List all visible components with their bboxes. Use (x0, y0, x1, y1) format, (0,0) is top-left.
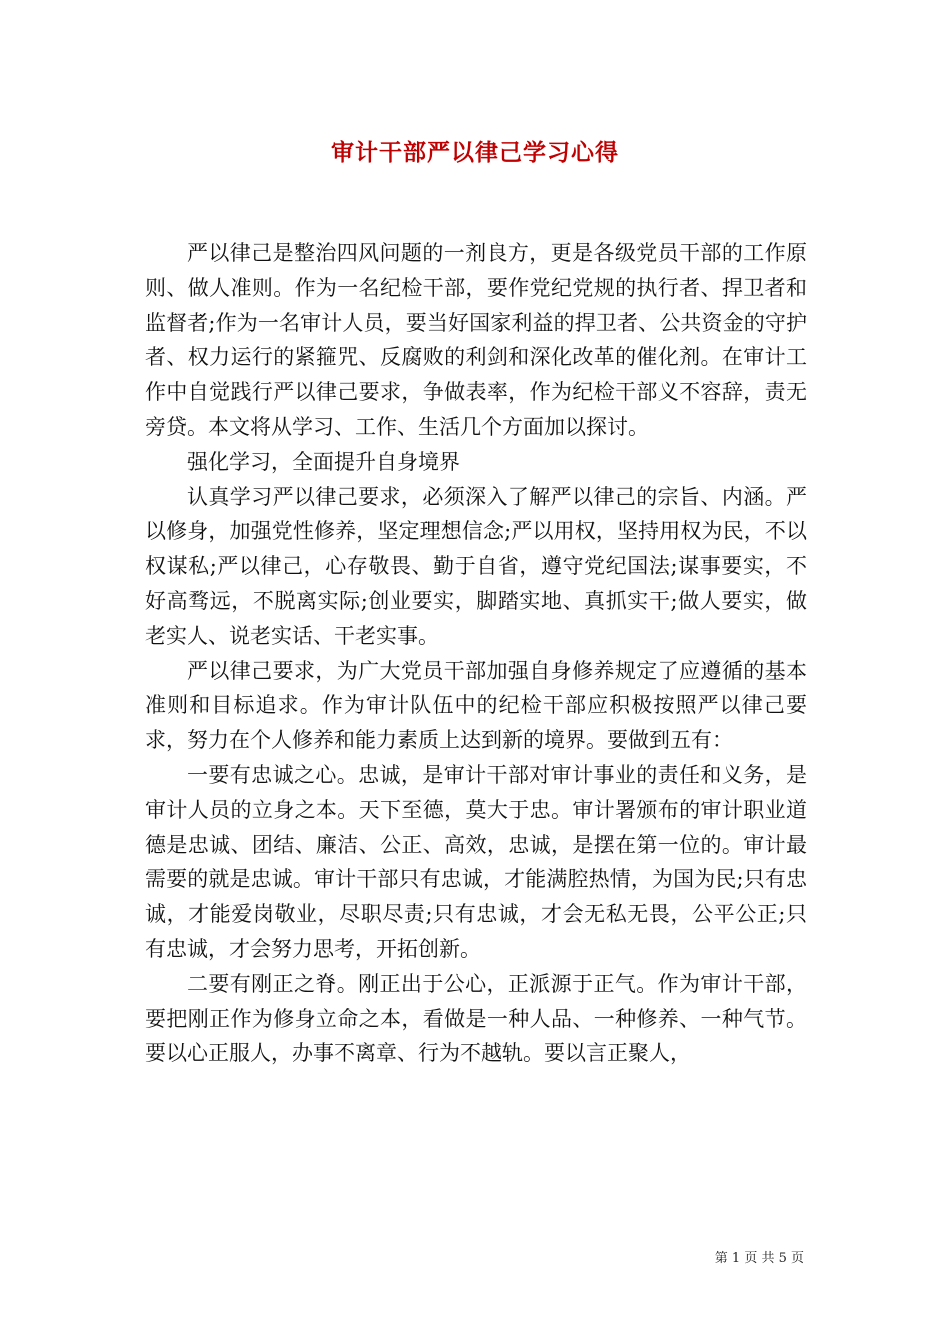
section-heading: 强化学习，全面提升自身境界 (187, 449, 460, 474)
paragraph: 二要有刚正之脊。刚正出于公心，正派源于正气。作为审计干部，要把刚正作为修身立命之本，看做是一种人品、一种修养、一种气节。要以心正服人，办事不离章、行为不越轨。要以言正聚人， (145, 971, 807, 1066)
paragraph: 认真学习严以律己要求，必须深入了解严以律己的宗旨、内涵。严以修身，加强党性修养，坚定理想信念;严以用权，坚持用权为民，不以权谋私;严以律己，心存敬畏、勤于自省，遵守党纪国法;谋事要实，不好高骛远，不脱离实际;创业要实，脚踏实地、真抓实干;做人要实，做老实人、说老实话、干老实事。 (145, 484, 807, 648)
page-number: 第 1 页 共 5 页 (714, 1251, 804, 1266)
paragraph: 严以律己要求，为广大党员干部加强自身修养规定了应遵循的基本准则和目标追求。作为审计队伍中的纪检干部应积极按照严以律己要求，努力在个人修养和能力素质上达到新的境界。要做到五有： (145, 658, 807, 753)
document-body (145, 236, 807, 1071)
page-title: 审计干部严以律己学习心得 (331, 139, 619, 166)
paragraph: 一要有忠诚之心。忠诚，是审计干部对审计事业的责任和义务，是审计人员的立身之本。天下至德，莫大于忠。审计署颁布的审计职业道德是忠诚、团结、廉洁、公正、高效，忠诚，是摆在第一位的。审计最需要的就是忠诚。审计干部只有忠诚，才能满腔热情，为国为民;只有忠诚，才能爱岗敬业，尽职尽责;只有忠诚，才会无私无畏，公平公正;只有忠诚，才会努力思考，开拓创新。 (145, 762, 807, 961)
paragraph: 严以律己是整治四风问题的一剂良方，更是各级党员干部的工作原则、做人准则。作为一名纪检干部，要作党纪党规的执行者、捍卫者和监督者;作为一名审计人员，要当好国家利益的捍卫者、公共资金的守护者、权力运行的紧箍咒、反腐败的利剑和深化改革的催化剂。在审计工作中自觉践行严以律己要求，争做表率，作为纪检干部义不容辞，责无旁贷。本文将从学习、工作、生活几个方面加以探讨。 (145, 241, 807, 439)
